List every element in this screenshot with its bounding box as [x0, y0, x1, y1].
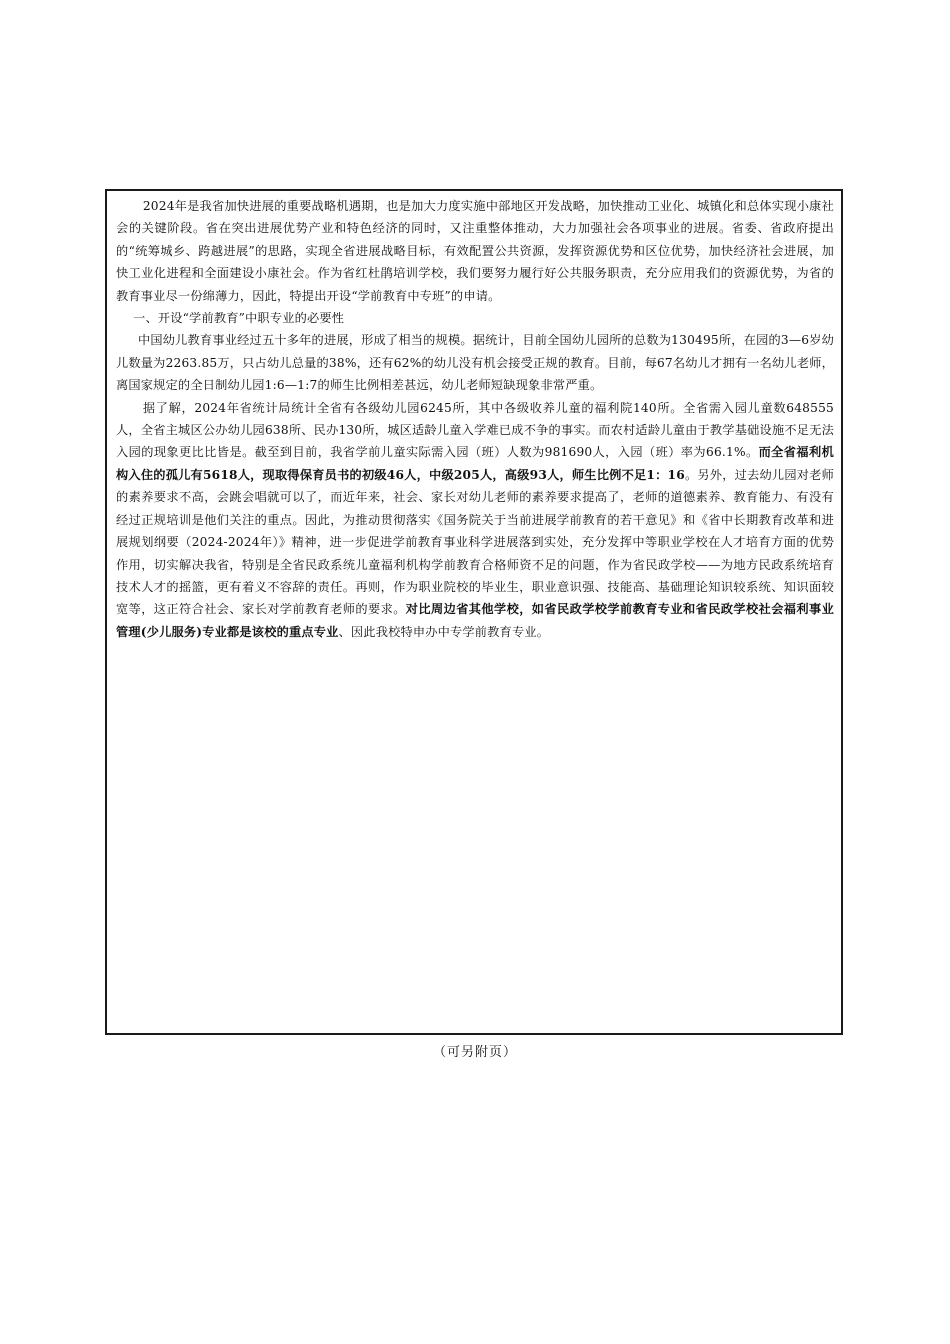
paragraph-province	[116, 397, 834, 643]
comparison-bold: 对比周边省其他学校，如省民政学校学前教育专业和省民政学校社会福利事业管理(少儿服务)专业都是该校的重点专业	[116, 602, 834, 639]
province-text-a: 据了解，2024年省统计局统计全省有各级幼儿园6245所，其中各级收养儿童的福利院140所。全省需入园儿童数648555人，全省主城区公办幼儿园638所、民办130所，城区适龄儿童入学难已成不争的事实。而农村适龄儿童由于教学基础设施不足无法入园的现象更比比皆是。截至到目前，我省学前儿童实际需入园（班）人数为981690人，入园（班）率为66.1%。	[116, 400, 834, 460]
section-heading: 一、开设“学前教育”中职专业的必要性	[133, 311, 345, 326]
province-text-c: 、因此我校特申办中专学前教育专业。	[338, 624, 550, 639]
paragraph-statistics: 中国幼儿教育事业经过五十多年的进展，形成了相当的规模。据统计，目前全国幼儿园所的总数为130495所，在园的3—6岁幼儿数量为2263.85万，只占幼儿总量的38%，还有62%的幼儿没有机会接受正规的教育。目前，每67名幼儿才拥有一名幼儿老师，离国家规定的全日制幼儿园1:6—1:7的师生比例相差甚远，幼儿老师短缺现象非常严重。	[116, 333, 834, 393]
attachment-note: （可另附页）	[432, 1045, 517, 1060]
province-text-b: 。另外，过去幼儿园对老师的素养要求不高，会跳会唱就可以了，而近年来，社会、家长对幼儿老师的素养要求提高了，老师的道德素养、教育能力、有没有经过正规培训是他们关注的重点。因此，为推动贯彻落实《国务院关于当前进展学前教育的若干意见》和《省中长期教育改革和进展规划纲要（2024-2024年）》精神，进一步促进学前教育事业科学进展落到实处，充分发挥中等职业学校在人才培育方面的优势作用，切实解决我省，特别是全省民政系统儿童福利机构学前教育合格师资不足的问题，作为省民政学校——为地方民政系统培育技术人才的摇篮，更有着义不容辞的责任。再则，作为职业院校的毕业生，职业意识强、技能高、基础理论知识较系统、知识面较宽等，这正符合社会、家长对学前教育老师的要求。	[116, 467, 834, 617]
content-box	[105, 189, 843, 1035]
orphan-stats-bold: 而全省福利机构入住的孤儿有5618人，现取得保育员书的初级46人，中级205人，高级93人，师生比例不足1：16	[116, 445, 834, 482]
paragraph-intro: 2024年是我省加快进展的重要战略机遇期，也是加大力度实施中部地区开发战略，加快推动工业化、城镇化和总体实现小康社会的关键阶段。省在突出进展优势产业和特色经济的同时，又注重整体推动，大力加强社会各项事业的进展。省委、省政府提出的“统筹城乡、跨越进展”的思路，实现全省进展战略目标，有效配置公共资源，发挥资源优势和区位优势，加快经济社会进展，加快工业化进程和全面建设小康社会。作为省红杜鹃培训学校，我们要努力履行好公共服务职责，充分应用我们的资源优势，为省的教育事业尽一份绵薄力，因此，特提出开设“学前教育中专班”的申请。	[116, 199, 834, 303]
